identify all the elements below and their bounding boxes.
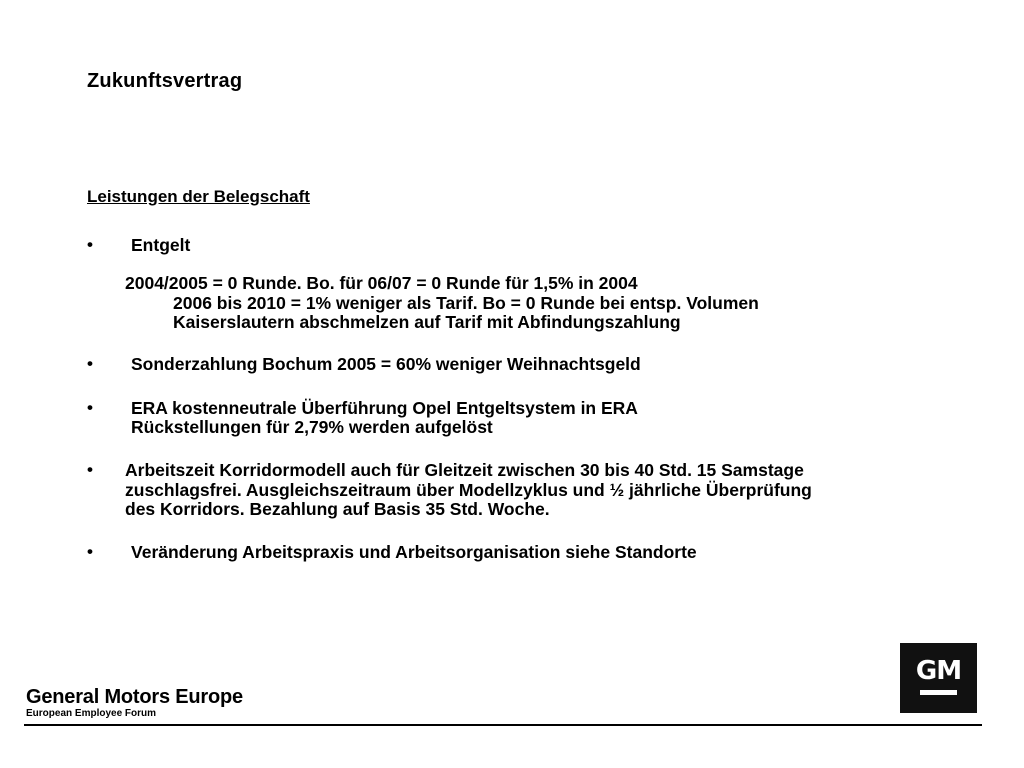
bullet: • bbox=[87, 460, 93, 479]
item-text: Rückstellungen für 2,79% werden aufgelöst bbox=[131, 417, 493, 437]
gm-logo-underline bbox=[920, 690, 957, 695]
item-text: 2006 bis 2010 = 1% weniger als Tarif. Bo = 0 Runde bei entsp. Volumen bbox=[173, 293, 759, 313]
footer-forum-name: European Employee Forum bbox=[26, 708, 157, 719]
footer-company-name: General Motors Europe bbox=[26, 686, 243, 708]
bullet: • bbox=[87, 235, 93, 254]
item-text: des Korridors. Bezahlung auf Basis 35 Std. Woche. bbox=[125, 499, 550, 519]
section-heading: Leistungen der Belegschaft bbox=[87, 187, 310, 206]
gm-logo bbox=[900, 643, 977, 713]
footer-divider bbox=[24, 724, 982, 726]
item-text: ERA kostenneutrale Überführung Opel Entgeltsystem in ERA bbox=[131, 398, 638, 418]
item-text: Arbeitszeit Korridormodell auch für Gleitzeit zwischen 30 bis 40 Std. 15 Samstage bbox=[125, 460, 804, 480]
item-text: 2004/2005 = 0 Runde. Bo. für 06/07 = 0 Runde für 1,5% in 2004 bbox=[125, 273, 638, 293]
item-text: Veränderung Arbeitspraxis und Arbeitsorganisation siehe Standorte bbox=[131, 542, 697, 562]
item-text: Kaiserslautern abschmelzen auf Tarif mit Abfindungszahlung bbox=[173, 312, 681, 332]
item-text: zuschlagsfrei. Ausgleichszeitraum über Modellzyklus und ½ jährliche Überprüfung bbox=[125, 480, 812, 500]
bullet: • bbox=[87, 398, 93, 417]
gm-logo-text: GM bbox=[915, 656, 962, 686]
page-title: Zukunftsvertrag bbox=[87, 70, 243, 92]
item-heading: Entgelt bbox=[131, 235, 191, 255]
bullet: • bbox=[87, 542, 93, 561]
item-text: Sonderzahlung Bochum 2005 = 60% weniger Weihnachtsgeld bbox=[131, 354, 641, 374]
bullet: • bbox=[87, 354, 93, 373]
